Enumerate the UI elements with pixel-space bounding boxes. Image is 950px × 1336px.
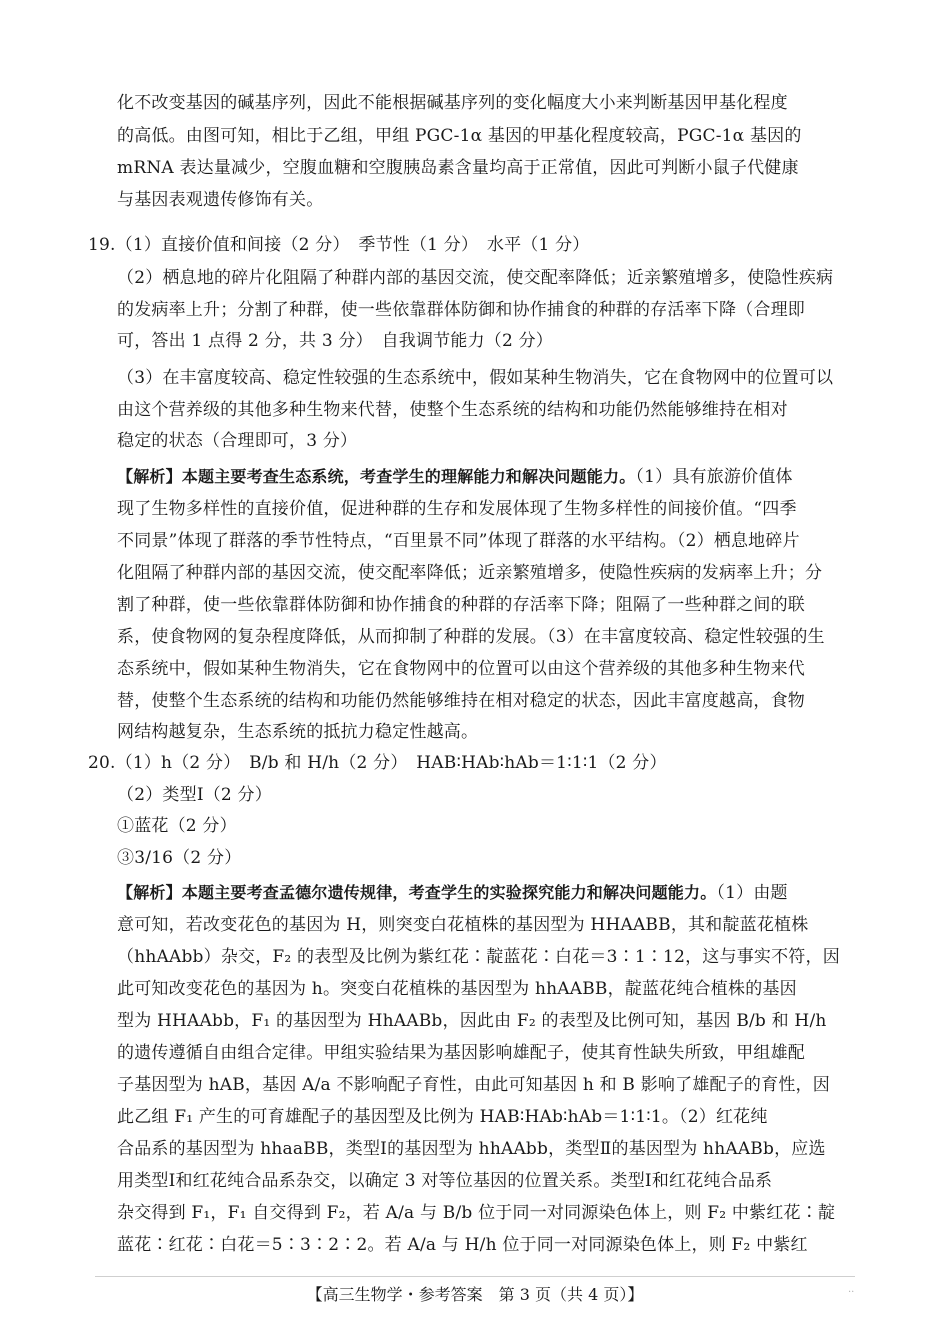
line-text: 的遗传遵循自由组合定律。甲组实验结果为基因影响雄配子，使其育性缺失所致，甲组雄配 xyxy=(117,1043,805,1063)
line-text: 19.（1）直接价值和间接（2 分） 季节性（1 分） 水平（1 分） xyxy=(88,235,590,255)
line-text: 此乙组 F₁ 产生的可育雄配子的基因型及比例为 HAB∶HAb∶hAb＝1∶1∶1。（2）红花纯 xyxy=(117,1107,768,1127)
line-text: 的高低。由图可知，相比于乙组，甲组 PGC-1α 基因的甲基化程度较高，PGC-1α 基因的 xyxy=(117,126,802,146)
line-text: 蓝花∶红花∶白花＝5∶3∶2∶2。若 A/a 与 H/h 位于同一对同源染色体上，则 F₂ 中紫红 xyxy=(117,1235,808,1255)
line-text: 化不改变基因的碱基序列，因此不能根据碱基序列的变化幅度大小来判断基因甲基化程度 xyxy=(117,93,788,113)
text-line xyxy=(117,525,800,557)
line-text: 网结构越复杂，生态系统的抵抗力稳定性越高。 xyxy=(117,722,479,742)
line-text: 现了生物多样性的直接价值，促进种群的生存和发展体现了生物多样性的间接价值。“四季 xyxy=(117,499,797,519)
text-line xyxy=(117,461,793,493)
text-line xyxy=(117,973,797,1005)
line-text: 的发病率上升；分割了种群，使一些依靠群体防御和协作捕食的种群的存活率下降（合理即 xyxy=(117,300,805,320)
analysis-heading: 【解析】本题主要考查孟德尔遗传规律，考查学生的实验探究能力和解决问题能力。 xyxy=(117,883,717,902)
line-text: 割了种群，使一些依靠群体防御和协作捕食的种群的存活率下降；阻隔了一些种群之间的联 xyxy=(117,595,805,615)
text-line xyxy=(117,941,840,973)
line-text: 系，使食物网的复杂程度降低，从而抑制了种群的发展。（3）在丰富度较高、稳定性较强的生 xyxy=(117,627,825,647)
text-line xyxy=(117,1229,808,1261)
text-line xyxy=(117,1197,835,1229)
text-line xyxy=(117,716,478,748)
text-line xyxy=(117,152,799,184)
text-line xyxy=(117,294,805,326)
text-line xyxy=(117,1069,830,1101)
text-line xyxy=(117,394,788,426)
text-line xyxy=(117,1037,805,1069)
line-text: 20.（1）h（2 分） B/b 和 H/h（2 分） HAB∶HAb∶hAb＝1∶1∶1（2 分） xyxy=(88,753,667,773)
line-text: （hhAAbb）杂交，F₂ 的表型及比例为紫红花∶靛蓝花∶白花＝3∶1∶12，这与事实不符，因 xyxy=(117,947,840,967)
text-line xyxy=(117,184,323,216)
text-line xyxy=(117,262,833,294)
text-line xyxy=(117,1133,826,1165)
page-footer: 【高三生物学・参考答案 第 3 页（共 4 页）】 xyxy=(306,1285,644,1304)
text-line xyxy=(117,493,797,525)
footer-divider xyxy=(95,1276,855,1277)
text-line xyxy=(117,325,553,357)
line-text: 与基因表观遗传修饰有关。 xyxy=(117,190,324,210)
text-line xyxy=(117,842,241,874)
line-text: 不同景”体现了群落的季节性特点，“百里景不同”体现了群落的水平结构。（2）栖息地碎片 xyxy=(117,531,800,551)
text-line xyxy=(117,685,805,717)
line-text: 由这个营养级的其他多种生物来代替，使整个生态系统的结构和功能仍然能够维持在相对 xyxy=(117,400,788,420)
line-text: 此可知改变花色的基因为 h。突变白花植株的基因型为 hhAABB，靛蓝花纯合植株的基因 xyxy=(117,979,797,999)
text-line xyxy=(88,229,590,261)
line-text: 型为 HHAAbb，F₁ 的基因型为 HhAABb，因此由 F₂ 的表型及比例可知，基因 B/b 和 H/h xyxy=(117,1011,827,1031)
text-line xyxy=(117,810,237,842)
line-text: 可，答出 1 点得 2 分，共 3 分） 自我调节能力（2 分） xyxy=(117,331,553,351)
line-text: 态系统中，假如某种生物消失，它在食物网中的位置可以由这个营养级的其他多种生物来代 xyxy=(117,659,805,679)
text-line xyxy=(117,557,822,589)
line-text: （1）由题 xyxy=(716,883,788,903)
line-text: 稳定的状态（合理即可，3 分） xyxy=(117,431,358,451)
text-line xyxy=(117,653,805,685)
text-line xyxy=(117,362,833,394)
line-text: ①蓝花（2 分） xyxy=(117,816,237,836)
line-text: 用类型Ⅰ和红花纯合品系杂交，以确定 3 对等位基因的位置关系。类型Ⅰ和红花纯合品系 xyxy=(117,1171,773,1191)
text-line xyxy=(117,621,825,653)
line-text: 子基因型为 hAB，基因 A/a 不影响配子育性，由此可知基因 h 和 B 影响了雄配子的育性，因 xyxy=(117,1075,830,1095)
text-line xyxy=(117,425,357,457)
text-line xyxy=(117,1165,772,1197)
line-text: （2）类型Ⅰ（2 分） xyxy=(117,785,272,805)
line-text: 合品系的基因型为 hhaaBB，类型Ⅰ的基因型为 hhAAbb，类型Ⅱ的基因型为 hhAABb，应选 xyxy=(117,1139,826,1159)
text-line xyxy=(117,120,802,152)
text-line xyxy=(117,909,808,941)
text-line xyxy=(117,1005,827,1037)
line-text: 化阻隔了种群内部的基因交流，使交配率降低；近亲繁殖增多，使隐性疾病的发病率上升；分 xyxy=(117,563,823,583)
line-text: （3）在丰富度较高、稳定性较强的生态系统中，假如某种生物消失，它在食物网中的位置可以 xyxy=(117,368,834,388)
analysis-heading: 【解析】本题主要考查生态系统，考查学生的理解能力和解决问题能力。 xyxy=(117,467,636,486)
text-line xyxy=(117,87,788,119)
line-text: （2）栖息地的碎片化阻隔了种群内部的基因交流，使交配率降低；近亲繁殖增多，使隐性疾病 xyxy=(117,268,834,288)
text-line xyxy=(117,1101,768,1133)
text-line xyxy=(88,747,667,779)
line-text: ③3/16（2 分） xyxy=(117,848,242,868)
line-text: 意可知，若改变花色的基因为 H，则突变白花植株的基因型为 HHAABB，其和靛蓝花植株 xyxy=(117,915,809,935)
text-line xyxy=(117,779,272,811)
text-line xyxy=(117,589,805,621)
line-text: mRNA 表达量减少，空腹血糖和空腹胰岛素含量均高于正常值，因此可判断小鼠子代健康 xyxy=(117,158,799,178)
corner-mark: .. xyxy=(848,1284,855,1295)
line-text: 杂交得到 F₁，F₁ 自交得到 F₂，若 A/a 与 B/b 位于同一对同源染色体上，则 F₂ 中紫红花∶靛 xyxy=(117,1203,836,1223)
line-text: （1）具有旅游价值体 xyxy=(635,467,793,487)
line-text: 替，使整个生态系统的结构和功能仍然能够维持在相对稳定的状态，因此丰富度越高，食物 xyxy=(117,691,805,711)
text-line xyxy=(117,877,788,909)
